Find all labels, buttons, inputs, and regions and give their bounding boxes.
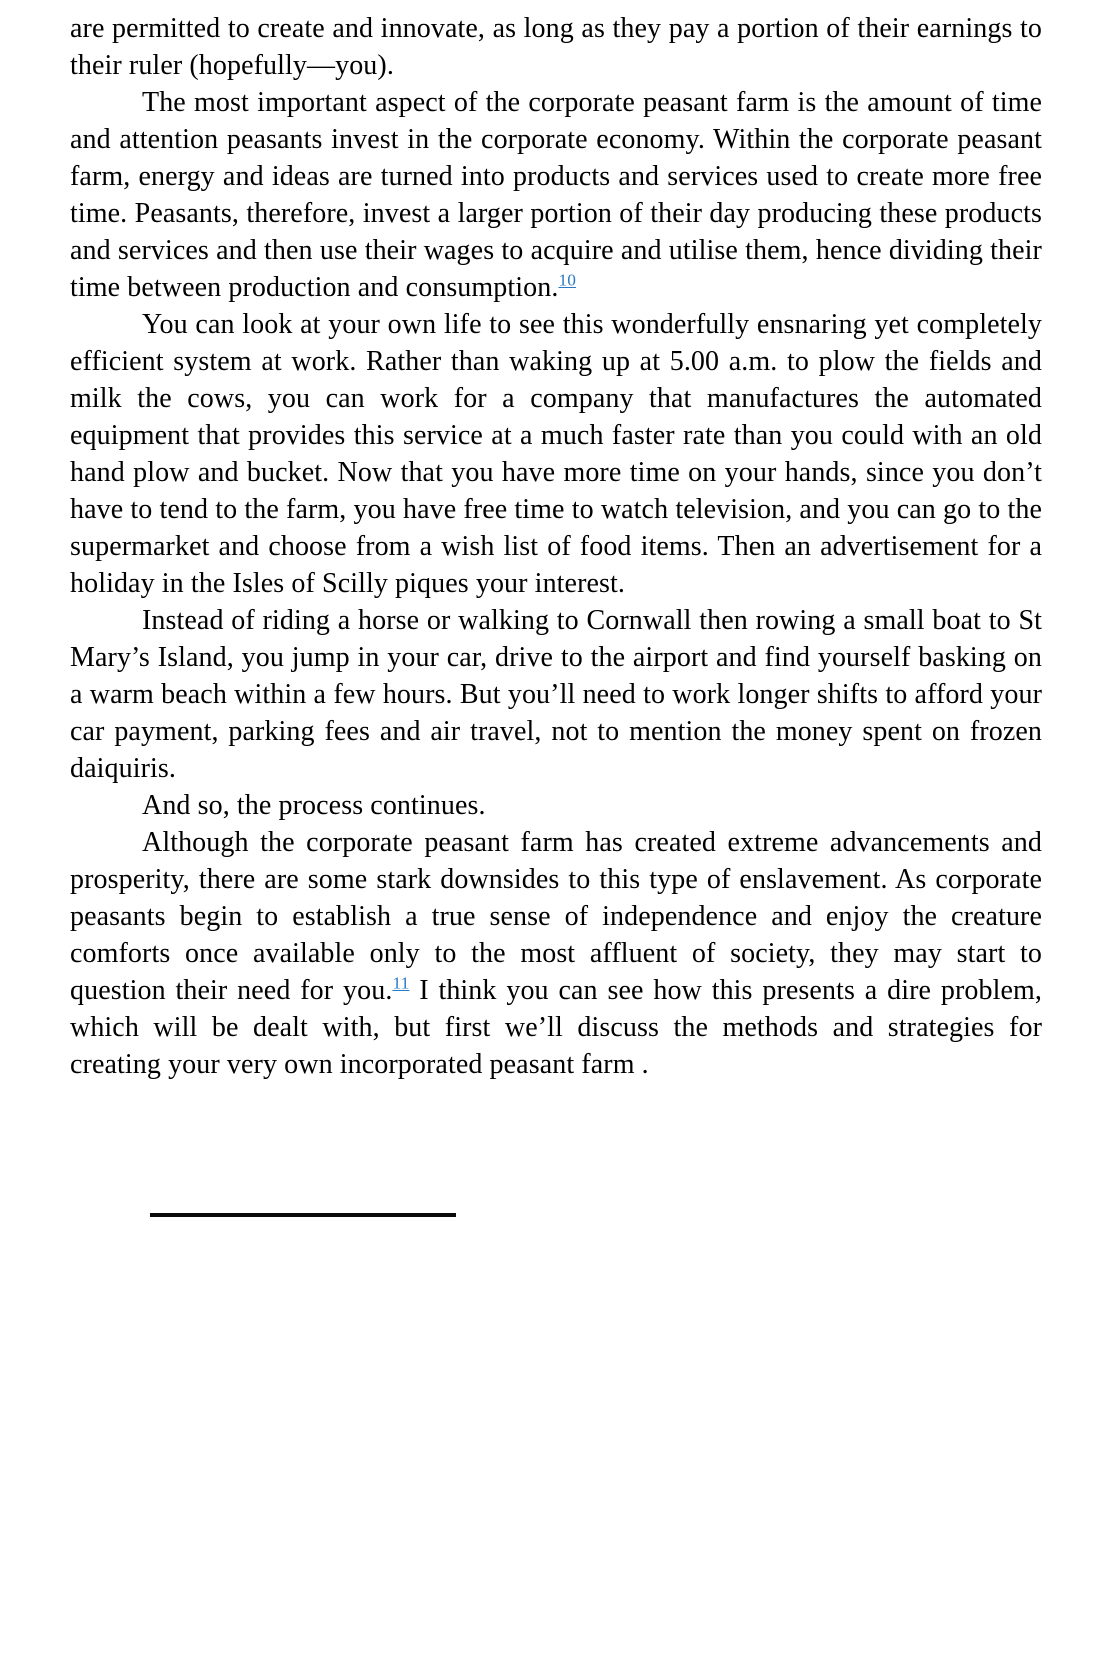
paragraph — [70, 84, 1042, 306]
paragraph — [70, 824, 1042, 1083]
footnote-link-10[interactable]: 10 — [558, 270, 577, 290]
paragraph — [70, 306, 1042, 602]
paragraph-text: Although the corporate peasant farm has created extreme advancements and prosperity, there are some stark downsides to this type of enslavement. As corporate peasants begin to establish a true sense of independence and enjoy the creature comforts once available only to the most affluent of society, they may start to question their need for you. — [70, 827, 1042, 1006]
paragraph — [70, 10, 1042, 84]
paragraph-text: are permitted to create and innovate, as long as they pay a portion of their earnings to their ruler (hopefully—you). — [70, 13, 1042, 81]
footnote-separator — [150, 1213, 456, 1217]
paragraph-text: You can look at your own life to see this wonderfully ensnaring yet completely efficient system at work. Rather than waking up at 5.00 a.m. to plow the fields and milk the cows, you can work for a company that manufactures the automated equipment that provides this service at a much faster rate than you could with an old hand plow and bucket. Now that you have more time on your hands, since you don’t have to tend to the farm, you have free time to watch television, and you can go to the supermarket and choose from a wish list of food items. Then an advertisement for a holiday in the Isles of Scilly piques your interest. — [70, 309, 1042, 599]
footnote-link-11[interactable]: 11 — [392, 973, 410, 993]
paragraph-text: Instead of riding a horse or walking to Cornwall then rowing a small boat to St Mary’s Island, you jump in your car, drive to the airport and find yourself basking on a warm beach within a few hours. But you’ll need to work longer shifts to afford your car payment, parking fees and air travel, not to mention the money spent on frozen daiquiris. — [70, 605, 1042, 784]
paragraph-text: And so, the process continues. — [142, 790, 486, 821]
footnote-marker — [558, 271, 576, 290]
paragraph-text: I think you can see how this presents a dire problem, which will be dealt with, but first we’ll discuss the methods and strategies for creating your very own incorporated peasant farm . — [70, 975, 1043, 1080]
footnote-marker — [392, 974, 409, 993]
paragraph-text: The most important aspect of the corporate peasant farm is the amount of time and attention peasants invest in the corporate economy. Within the corporate peasant farm, energy and ideas are turned into products and services used to create more free time. Peasants, therefore, invest a larger portion of their day producing these products and services and then use their wages to acquire and utilise them, hence dividing their time between production and consumption. — [70, 87, 1042, 303]
paragraph — [70, 602, 1042, 787]
paragraph — [70, 787, 1042, 824]
